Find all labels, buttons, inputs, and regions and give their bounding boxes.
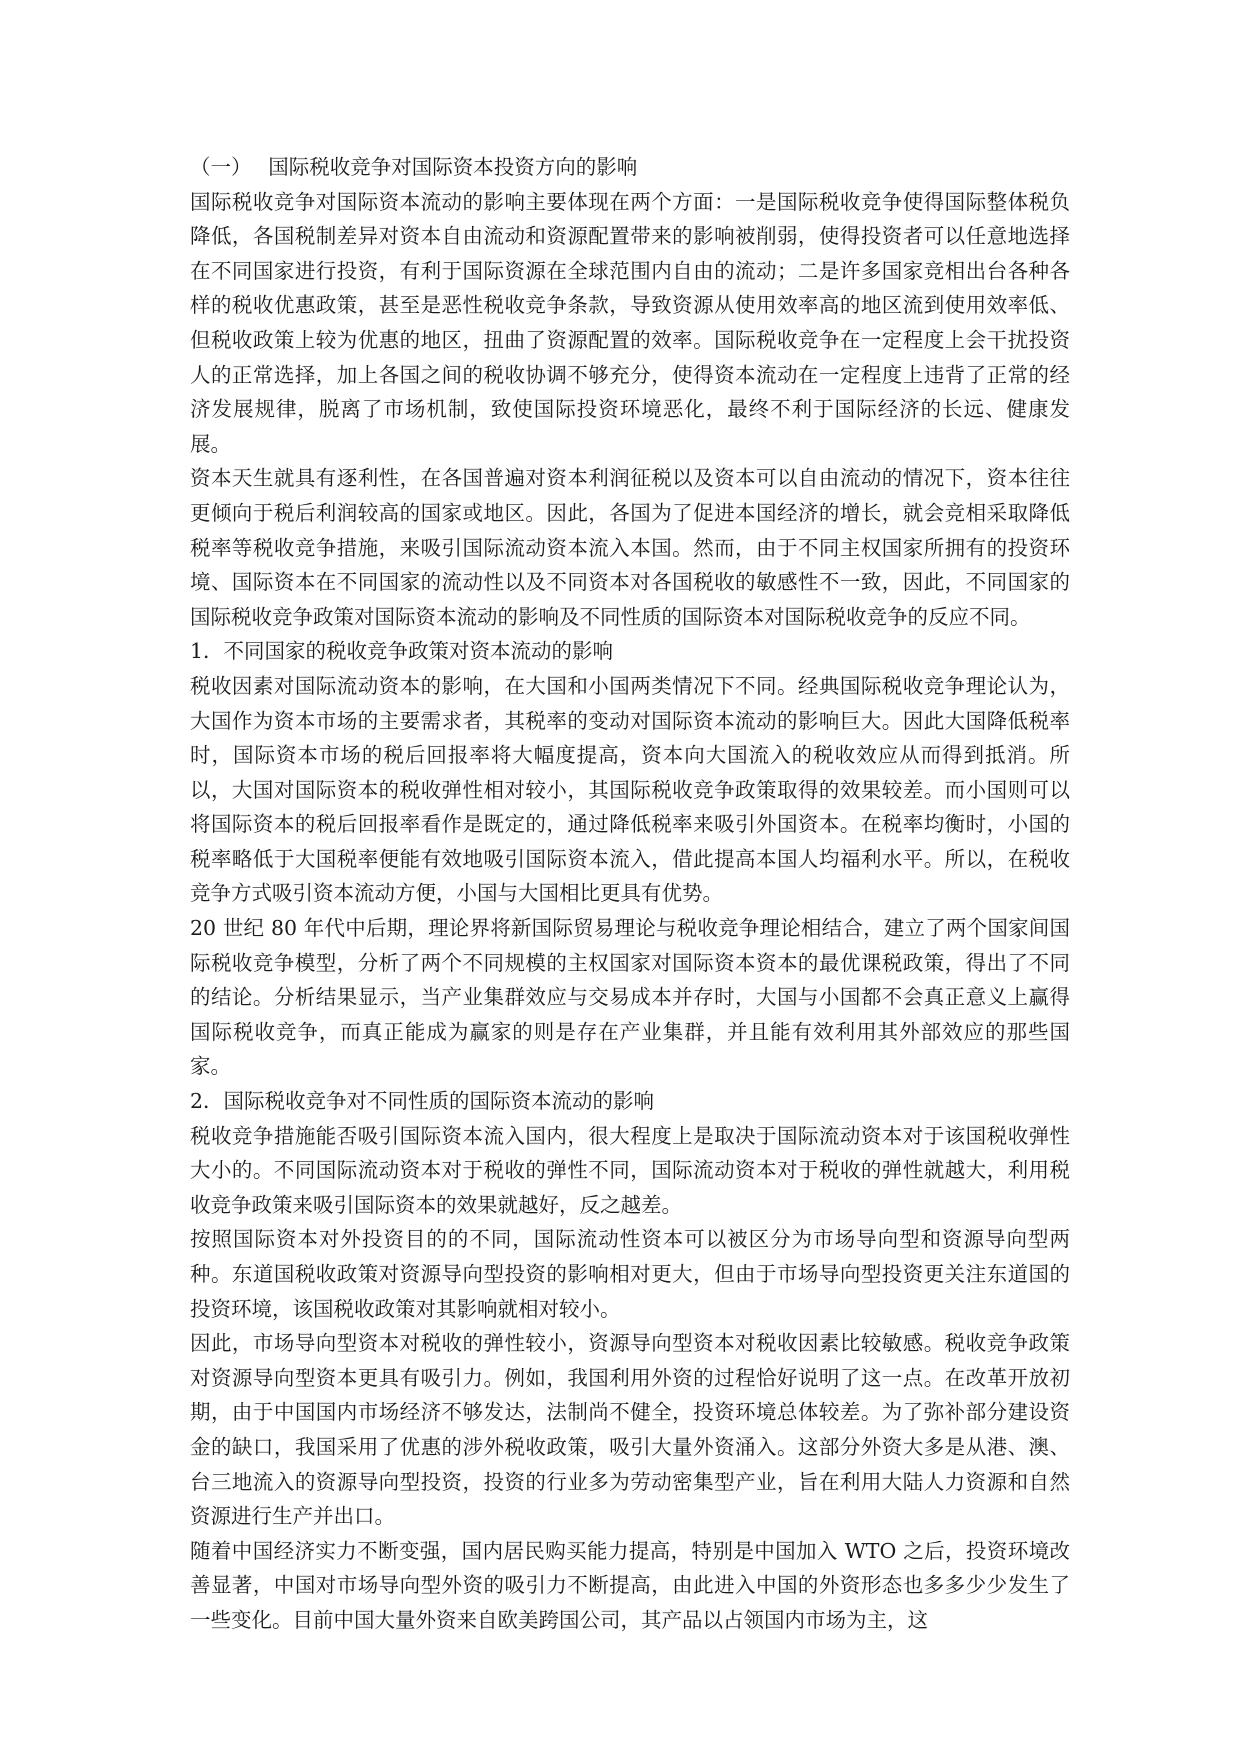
paragraph-1980s-theory: 20 世纪 80 年代中后期，理论界将新国际贸易理论与税收竞争理论相结合，建立了两个国家间国际税收竞争模型，分析了两个不同规模的主权国家对国际资本资本的最优课税政策，得出了不同的结论。分析结果显示，当产业集群效应与交易成本并存时，大国与小国都不会真正意义上赢得国际税收竞争，而真正能成为赢家的则是存在产业集群，并且能有效利用其外部效应的那些国家。 — [190, 916, 1070, 1079]
subheading-capital-nature: 2．国际税收竞争对不同性质的国际资本流动的影响 — [190, 1089, 655, 1114]
paragraph-tax-elasticity: 税收竞争措施能否吸引国际资本流入国内，很大程度上是取决于国际流动资本对于该国税收弹性大小的。不同国际流动资本对于税收的弹性不同，国际流动资本对于税收的弹性就越大，利用税收竞争政策来吸引国际资本的效果就越好，反之越差。 — [190, 1123, 1070, 1217]
paragraph-market-resource-types: 按照国际资本对外投资目的的不同，国际流动性资本可以被区分为市场导向型和资源导向型两种。东道国税收政策对资源导向型投资的影响相对更大，但由于市场导向型投资更关注东道国的投资环境，该国税收政策对其影响就相对较小。 — [190, 1227, 1070, 1321]
document-page — [190, 150, 1070, 1638]
subheading-country-policies: 1．不同国家的税收竞争政策对资本流动的影响 — [190, 639, 614, 664]
paragraph-china-wto: 随着中国经济实力不断变强，国内居民购买能力提高，特别是中国加入 WTO 之后，投资环境改善显著，中国对市场导向型外资的吸引力不断提高，由此进入中国的外资形态也多多少少发生了一些变化。目前中国大量外资来自欧美跨国公司，其产品以占领国内市场为主，这 — [190, 1538, 1070, 1632]
paragraph-tax-competition-effects: 国际税收竞争对国际资本流动的影响主要体现在两个方面：一是国际税收竞争使得国际整体税负降低，各国税制差异对资本自由流动和资源配置带来的影响被削弱，使得投资者可以任意地选择在不同国家进行投资，有利于国际资源在全球范围内自由的流动；二是许多国家竞相出台各种各样的税收优惠政策，甚至是恶性税收竞争条款，导致资源从使用效率高的地区流到使用效率低、但税收政策上较为优惠的地区，扭曲了资源配置的效率。国际税收竞争在一定程度上会干扰投资人的正常选择，加上各国之间的税收协调不够充分，使得资本流动在一定程度上违背了正常的经济发展规律，脱离了市场机制，致使国际投资环境恶化，最终不利于国际经济的长远、健康发展。 — [190, 189, 1070, 456]
section-heading: （一） 国际税收竞争对国际资本投资方向的影响 — [190, 155, 638, 179]
paragraph-china-example: 因此，市场导向型资本对税收的弹性较小，资源导向型资本对税收因素比较敏感。税收竞争政策对资源导向型资本更具有吸引力。例如，我国利用外资的过程恰好说明了这一点。在改革开放初期，由于中国国内市场经济不够发达，法制尚不健全，投资环境总体较差。为了弥补部分建设资金的缺口，我国采用了优惠的涉外税收政策，吸引大量外资涌入。这部分外资大多是从港、澳、台三地流入的资源导向型投资，投资的行业多为劳动密集型产业，旨在利用大陆人力资源和自然资源进行生产并出口。 — [190, 1331, 1070, 1529]
paragraph-large-small-countries: 税收因素对国际流动资本的影响，在大国和小国两类情况下不同。经典国际税收竞争理论认为，大国作为资本市场的主要需求者，其税率的变动对国际资本流动的影响巨大。因此大国降低税率时，国际资本市场的税后回报率将大幅度提高，资本向大国流入的税收效应从而得到抵消。所以，大国对国际资本的税收弹性相对较小，其国际税收竞争政策取得的效果较差。而小国则可以将国际资本的税后回报率看作是既定的，通过降低税率来吸引外国资本。在税率均衡时，小国的税率略低于大国税率便能有效地吸引国际资本流入，借此提高本国人均福利水平。所以，在税收竞争方式吸引资本流动方便，小国与大国相比更具有优势。 — [190, 673, 1070, 906]
paragraph-capital-profit-seeking: 资本天生就具有逐利性，在各国普遍对资本利润征税以及资本可以自由流动的情况下，资本往往更倾向于税后利润较高的国家或地区。因此，各国为了促进本国经济的增长，就会竞相采取降低税率等税收竞争措施，来吸引国际流动资本流入本国。然而，由于不同主权国家所拥有的投资环境、国际资本在不同国家的流动性以及不同资本对各国税收的敏感性不一致，因此，不同国家的国际税收竞争政策对国际资本流动的影响及不同性质的国际资本对国际税收竞争的反应不同。 — [190, 466, 1070, 629]
